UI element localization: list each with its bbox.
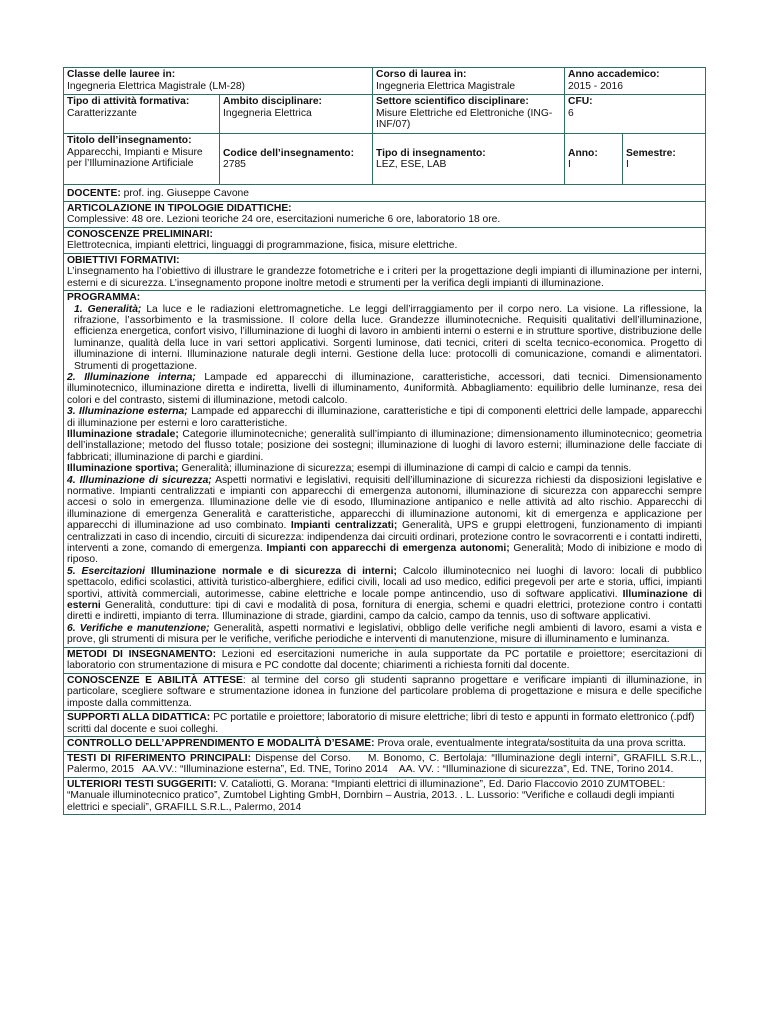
- section-3b-title: Illuminazione sportiva;: [67, 463, 179, 475]
- section-3-text: Lampade ed apparecchi di illuminazione, caratteristiche e tipi di componenti elettrici delle lampade, apparecchi di illuminazione per esterni e loro caratteristiche.: [67, 406, 703, 429]
- anno-label: Anno:: [568, 147, 598, 159]
- section-2-title: 2. Illuminazione interna;: [67, 371, 196, 383]
- conoscenze-preliminari-value: Elettrotecnica, impianti elettrici, linguaggi di programmazione, fisica, misure elettriche.: [67, 240, 458, 251]
- testi-row: [64, 751, 706, 777]
- section-5-title: 5. Esercitazioni: [67, 565, 146, 577]
- metodi-row: [64, 647, 706, 673]
- testi-value: Dispense del Corso. M. Bonomo, C. Bertolaja: “Illuminazione degli interni”, GRAFILL S.R.L., Palermo, 2015 AA.VV.: “Illuminazione esterna”, Ed. TNE, Torino 2014 AA. VV. : “Illuminazione di sicurezza”, Ed. TNE, Torino 2014.: [67, 752, 705, 776]
- section-4-text-1: Aspetti normativi e legislativi, requisiti dell’illuminazione di sicurezza richiesti da disposizioni legislative e normative. Impianti centralizzati e impianti con apparecchi di emergenza autonomi, illuminazione di sicurezza con apparecchi sempre accesi o solo in emergenza. Illuminazione delle vie di esodo, Illuminazione antipanico e nelle attività ad alto rischio. Apparecchi di illuminazione di emergenza Generalità e caratteristiche, apparecchi di illuminazione autonomi, kit di emergenza e applicazione per apparecchi di illuminazione ad uso combinato.: [67, 474, 703, 532]
- tipo-attivita-label: Tipo di attività formativa:: [67, 96, 190, 107]
- supporti-value: PC portatile e proiettore; laboratorio di misure elettriche; libri di testo e appunti in formato elettronico (.pdf) scritti dal docente e suoi colleghi.: [67, 712, 695, 735]
- section-1-text: La luce e le radiazioni elettromagnetiche. Le leggi dell’irraggiamento per il corpo nero. La visione. La riflessione, la rifrazione, l’assorbimento e la trasmissione. Il colore della luce. Grandezze illuminotecniche. Requisiti qualitativi dell’illuminazione, efficienza energetica, confort visivo, l’illuminazione di luoghi di lavoro in ambienti interni o esterni e in strutture sportive, distribuzione delle luminanze, qualità della luce in vari settori applicativi. Sorgenti luminose, dati tecnici, criteri di scelta tecnico-economica. Progetto di illuminazione di interni. Illuminazione naturale degli interni. Gestione della luce: protocolli di comunicazione, comandi e alimentatori. Strumenti di progettazione.: [74, 303, 703, 372]
- tipo-attivita-cell: [64, 95, 220, 134]
- section-3a-title: Illuminazione stradale;: [67, 428, 179, 440]
- section-4-title: 4. Illuminazione di sicurezza;: [67, 474, 212, 486]
- titolo-label: Titolo dell’insegnamento:: [67, 135, 192, 146]
- section-4-bold-1: Impianti centralizzati;: [286, 520, 398, 532]
- tipo-insegnamento-label: Tipo di insegnamento:: [376, 147, 486, 159]
- controllo-cell: [64, 737, 706, 752]
- programma-section-3b: [67, 463, 702, 474]
- supporti-row: [64, 711, 706, 737]
- conoscenze-preliminari-label: CONOSCENZE PRELIMINARI:: [67, 228, 213, 240]
- programma-cell: [64, 291, 706, 648]
- conoscenze-attese-cell: [64, 673, 706, 711]
- metodi-label: METODI DI INSEGNAMENTO:: [67, 648, 217, 660]
- controllo-value: Prova orale, eventualmente integrata/sostituita da una prova scritta.: [374, 738, 686, 750]
- obiettivi-value: L’insegnamento ha l’obiettivo di illustrare le grandezze fotometriche e i criteri per la progettazione degli impianti di illuminazione per interni, esterni e di sicurezza. L’insegnamento propone inoltre metodi e strumenti per la verifica degli impianti di illuminazione.: [67, 266, 703, 289]
- articolazione-cell: [64, 201, 706, 227]
- programma-section-5: [67, 566, 702, 623]
- tipo-insegnamento-value: LEZ, ESE, LAB: [376, 159, 447, 170]
- corso-value: Ingegneria Elettrica Magistrale: [376, 80, 516, 92]
- section-4-bold-2: Impianti con apparecchi di emergenza autonomi;: [262, 543, 510, 555]
- section-3b-text: Generalità; illuminazione di sicurezza; esempi di illuminazione di campi di calcio e campi da tennis.: [178, 463, 632, 475]
- programma-section-4: [67, 475, 702, 566]
- conoscenze-attese-row: [64, 673, 706, 711]
- conoscenze-attese-label: CONOSCENZE E ABILITÀ ATTESE: [67, 674, 243, 686]
- classe-cell: [64, 68, 373, 95]
- supporti-cell: [64, 711, 706, 737]
- supporti-label: SUPPORTI ALLA DIDATTICA:: [67, 712, 211, 724]
- cfu-cell: [565, 95, 706, 134]
- anno-value: I: [568, 159, 571, 170]
- obiettivi-row: [64, 253, 706, 291]
- ambito-label: Ambito disciplinare:: [223, 96, 322, 107]
- articolazione-value: Complessive: 48 ore. Lezioni teoriche 24 ore, esercitazioni numeriche 6 ore, laboratorio 18 ore.: [67, 214, 501, 225]
- classe-value: Ingegneria Elettrica Magistrale (LM-28): [67, 80, 245, 92]
- anno-accademico-value: 2015 - 2016: [568, 80, 623, 92]
- ulteriori-value: V. Cataliotti, G. Morana: “Impianti elettrici di illuminazione”, Ed. Dario Flaccovio 2010 ZUMTOBEL: “Manuale illuminotecnico pratico”, Zumtobel Lighting GmbH, Dornbirn – Austria, 2013. . L. Lussorio: “Verifiche e collaudi degli impianti elettrici e speciali”, GRAFILL S.R.L., Palermo, 2014: [67, 778, 675, 813]
- cfu-value: 6: [568, 107, 574, 119]
- section-5-text-1: Calcolo illuminotecnico nei luoghi di lavoro: locali di pubblico spettacolo, edifici scolastici, attività turistico-alberghiere, edifici civili, locali ad uso medico, edifici pregevoli per arte e storia, uffici, impianti sportivi, attività commerciali, autorimesse, cabine elettriche e locale pompe antincendio, uso di software applicativi.: [67, 565, 703, 600]
- anno-accademico-label: Anno accademico:: [568, 69, 660, 80]
- programma-section-6: [67, 623, 702, 646]
- testi-cell: [64, 751, 706, 777]
- section-4-text-3: Generalità; Modo di inibizione e modo di riposo.: [67, 543, 703, 566]
- programma-row: [64, 291, 706, 648]
- section-3a-text: Categorie illuminotecniche; generalità sull’impianto di illuminazione; dimensionamento illuminotecnico; geometria dell’installazione; metodo del flusso totale; posizione dei sostegni; illuminazione di luoghi di lavoro esterni; illuminazione delle facciate di fabbricati; illuminazione di parchi e giardini.: [67, 428, 703, 463]
- programma-section-3: [67, 406, 702, 429]
- metodi-value: Lezioni ed esercitazioni numeriche in aula supportate da PC portatile e proiettore; esercitazioni di laboratorio con strumentazione di misura e PC condotte dal docente; chiarimenti a richiesta forniti dal docente.: [67, 648, 703, 672]
- settore-label: Settore scientifico disciplinare:: [376, 96, 529, 107]
- articolazione-label: ARTICOLAZIONE IN TIPOLOGIE DIDATTICHE:: [67, 202, 292, 214]
- header-row-3: [64, 134, 706, 185]
- obiettivi-label: OBIETTIVI FORMATIVI:: [67, 254, 180, 266]
- section-6-text: Generalità, aspetti normativi e legislativi, obbligo delle verifiche negli ambienti di lavoro, esami a vista e prove, gli strumenti di misura per le verifiche, verifiche periodiche e interventi di manutenzione, misure di illuminamento e luminanza.: [67, 622, 703, 646]
- docente-cell: [64, 185, 706, 202]
- tipo-insegnamento-cell: [373, 134, 565, 185]
- cfu-label: CFU:: [568, 96, 593, 107]
- section-5-bold-1: Illuminazione normale e di sicurezza di interni;: [145, 565, 397, 577]
- section-1-title: 1. Generalità;: [74, 303, 142, 315]
- semestre-cell: [623, 134, 706, 185]
- obiettivi-cell: [64, 253, 706, 291]
- section-5-bold-2: Illuminazione di esterni: [67, 588, 703, 612]
- settore-cell: [373, 95, 565, 134]
- codice-value: 2785: [223, 159, 246, 170]
- section-2-text: Lampade ed apparecchi di illuminazione, caratteristiche, accessori, dati tecnici. Dimensionamento illuminotecnico, illuminazione diretta e indiretta, livelli di illuminamento, 4uniformità. Abbagliamento: equilibrio delle luminanze, resa dei colori e del contrasto, sistemi di illuminazione, metodi calcolo.: [67, 371, 703, 406]
- section-4-text-2: Generalità, UPS e gruppi elettrogeni, funzionamento di impianti centralizzati in caso di incendio, circuiti di sicurezza: indipendenza dai circuiti ordinari, protezione contro le sovracorrenti e i contatti indiretti, interventi a zone, comando di emergenza.: [67, 520, 703, 555]
- anno-accademico-cell: [565, 68, 706, 95]
- programma-section-2: [67, 372, 702, 406]
- codice-cell: [220, 134, 373, 185]
- section-5-text-2: Generalità, condutture: tipi di cavi e modalità di posa, fornitura di energia, schemi e quadri elettrici, protezione contro i contatti diretti e indiretti, impianto di terra. Illuminazione di strade, giardini, campo da calcio, campo da tennis, uso di software applicativi.: [67, 600, 703, 623]
- corso-cell: [373, 68, 565, 95]
- conoscenze-attese-value: : al termine del corso gli studenti sapranno progettare e verificare impianti di illuminazione, in particolare, scegliere software e strumentazione idonea in funzione del particolare problema di progettazione e misura e delle specifiche imposte dalla committenza.: [67, 674, 703, 709]
- header-row-2: [64, 95, 706, 134]
- codice-label: Codice dell’insegnamento:: [223, 147, 355, 159]
- conoscenze-preliminari-row: [64, 227, 706, 253]
- docente-label: DOCENTE:: [67, 188, 121, 199]
- titolo-value: Apparecchi, Impianti e Misure per l’Illuminazione Artificiale: [67, 146, 203, 169]
- ambito-value: Ingegneria Elettrica: [223, 107, 312, 119]
- semestre-value: I: [626, 159, 629, 170]
- articolazione-row: [64, 201, 706, 227]
- metodi-cell: [64, 647, 706, 673]
- classe-label: Classe delle lauree in:: [67, 69, 176, 80]
- titolo-cell: [64, 134, 220, 185]
- controllo-row: [64, 737, 706, 752]
- programma-section-3a: [67, 429, 702, 463]
- ulteriori-label: ULTERIORI TESTI SUGGERITI:: [67, 778, 217, 790]
- course-sheet: [63, 67, 705, 815]
- syllabus-table: [63, 67, 706, 815]
- testi-label: TESTI DI RIFERIMENTO PRINCIPALI:: [67, 752, 252, 764]
- settore-value: Misure Elettriche ed Elettroniche (ING-INF/07): [376, 107, 553, 130]
- programma-section-1: [67, 304, 702, 372]
- tipo-attivita-value: Caratterizzante: [67, 107, 137, 119]
- anno-cell: [565, 134, 623, 185]
- programma-label: PROGRAMMA:: [67, 292, 141, 303]
- docente-row: [64, 185, 706, 202]
- controllo-label: CONTROLLO DELL’APPRENDIMENTO E MODALITÀ D’ESAME:: [67, 738, 375, 750]
- ambito-cell: [220, 95, 373, 134]
- header-row-1: [64, 68, 706, 95]
- docente-value: prof. ing. Giuseppe Cavone: [123, 188, 250, 199]
- conoscenze-preliminari-cell: [64, 227, 706, 253]
- section-6-title: 6. Verifiche e manutenzione;: [67, 622, 210, 634]
- ulteriori-cell: [64, 777, 706, 815]
- section-3-title: 3. Illuminazione esterna;: [67, 406, 188, 418]
- semestre-label: Semestre:: [626, 147, 676, 159]
- ulteriori-row: [64, 777, 706, 815]
- corso-label: Corso di laurea in:: [376, 69, 467, 80]
